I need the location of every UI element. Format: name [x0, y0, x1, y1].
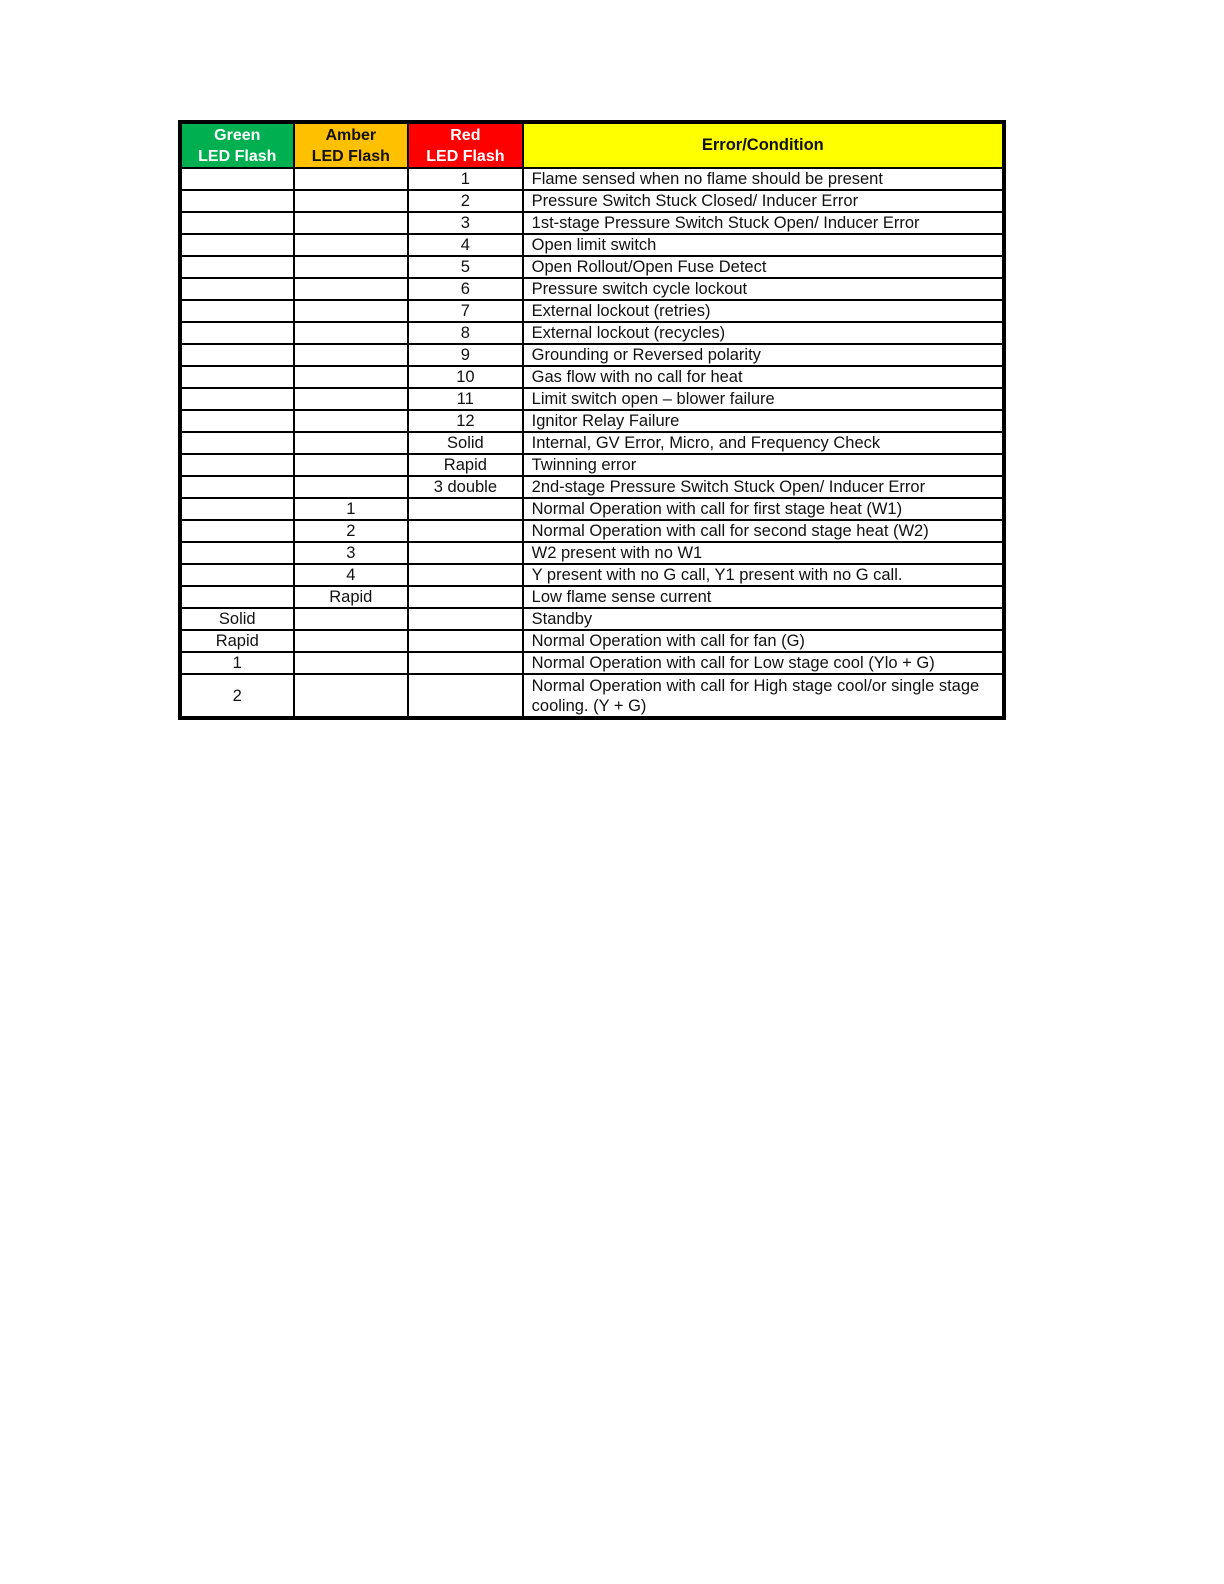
amber-flash-cell: [294, 366, 409, 388]
red-flash-cell: Solid: [408, 432, 523, 454]
condition-cell: Normal Operation with call for fan (G): [523, 630, 1004, 652]
amber-flash-cell: 2: [294, 520, 409, 542]
table-row: [180, 586, 1004, 608]
condition-cell: External lockout (recycles): [523, 322, 1004, 344]
table-row: [180, 344, 1004, 366]
condition-cell: Normal Operation with call for Low stage cool (Ylo + G): [523, 652, 1004, 674]
condition-cell: W2 present with no W1: [523, 542, 1004, 564]
table-row: [180, 542, 1004, 564]
condition-cell: Standby: [523, 608, 1004, 630]
table-row: [180, 432, 1004, 454]
condition-cell: Ignitor Relay Failure: [523, 410, 1004, 432]
green-flash-cell: Solid: [180, 608, 294, 630]
amber-flash-cell: [294, 168, 409, 190]
red-flash-cell: [408, 498, 523, 520]
green-flash-cell: [180, 322, 294, 344]
red-flash-cell: 1: [408, 168, 523, 190]
table-row: [180, 322, 1004, 344]
red-flash-cell: 8: [408, 322, 523, 344]
red-flash-cell: 2: [408, 190, 523, 212]
amber-flash-cell: Rapid: [294, 586, 409, 608]
table-row: [180, 564, 1004, 586]
red-flash-cell: [408, 674, 523, 718]
amber-flash-cell: [294, 212, 409, 234]
red-flash-cell: 6: [408, 278, 523, 300]
green-flash-cell: [180, 388, 294, 410]
amber-flash-cell: [294, 630, 409, 652]
amber-flash-cell: [294, 674, 409, 718]
amber-flash-cell: [294, 652, 409, 674]
green-flash-cell: [180, 256, 294, 278]
condition-cell: Normal Operation with call for first stage heat (W1): [523, 498, 1004, 520]
red-flash-cell: [408, 608, 523, 630]
condition-cell: 1st-stage Pressure Switch Stuck Open/ Inducer Error: [523, 212, 1004, 234]
condition-cell: Open limit switch: [523, 234, 1004, 256]
green-flash-cell: Rapid: [180, 630, 294, 652]
red-flash-cell: 10: [408, 366, 523, 388]
amber-flash-cell: [294, 256, 409, 278]
amber-flash-cell: [294, 322, 409, 344]
amber-flash-cell: [294, 608, 409, 630]
red-flash-cell: [408, 520, 523, 542]
table-row: [180, 388, 1004, 410]
red-flash-cell: 3 double: [408, 476, 523, 498]
header-green-led-flash: Green LED Flash: [180, 122, 294, 168]
table-row: [180, 498, 1004, 520]
condition-cell: Gas flow with no call for heat: [523, 366, 1004, 388]
green-flash-cell: [180, 476, 294, 498]
amber-flash-cell: [294, 234, 409, 256]
amber-flash-cell: [294, 300, 409, 322]
condition-cell: Grounding or Reversed polarity: [523, 344, 1004, 366]
green-flash-cell: [180, 168, 294, 190]
condition-cell: Flame sensed when no flame should be present: [523, 168, 1004, 190]
table-row: [180, 410, 1004, 432]
amber-flash-cell: 3: [294, 542, 409, 564]
red-flash-cell: [408, 630, 523, 652]
red-flash-cell: [408, 586, 523, 608]
green-flash-cell: 2: [180, 674, 294, 718]
table-row: [180, 652, 1004, 674]
condition-cell: Low flame sense current: [523, 586, 1004, 608]
table-row: [180, 190, 1004, 212]
condition-cell: External lockout (retries): [523, 300, 1004, 322]
amber-flash-cell: [294, 190, 409, 212]
condition-cell: Internal, GV Error, Micro, and Frequency Check: [523, 432, 1004, 454]
amber-flash-cell: [294, 278, 409, 300]
table-row: [180, 476, 1004, 498]
table-row: [180, 278, 1004, 300]
red-flash-cell: [408, 542, 523, 564]
header-red-led-flash: Red LED Flash: [408, 122, 523, 168]
table-body: [180, 168, 1004, 718]
green-flash-cell: [180, 278, 294, 300]
table-row: [180, 674, 1004, 718]
amber-flash-cell: [294, 476, 409, 498]
table-row: [180, 212, 1004, 234]
header-error-condition: Error/Condition: [523, 122, 1004, 168]
amber-flash-cell: 1: [294, 498, 409, 520]
red-flash-cell: 9: [408, 344, 523, 366]
condition-cell: Y present with no G call, Y1 present with no G call.: [523, 564, 1004, 586]
green-flash-cell: [180, 212, 294, 234]
header-amber-led-flash: Amber LED Flash: [294, 122, 409, 168]
red-flash-cell: 7: [408, 300, 523, 322]
green-flash-cell: [180, 586, 294, 608]
green-flash-cell: [180, 432, 294, 454]
green-flash-cell: [180, 454, 294, 476]
red-flash-cell: [408, 564, 523, 586]
table-row: [180, 454, 1004, 476]
green-flash-cell: [180, 366, 294, 388]
amber-flash-cell: 4: [294, 564, 409, 586]
condition-cell: Pressure Switch Stuck Closed/ Inducer Error: [523, 190, 1004, 212]
table-row: [180, 300, 1004, 322]
green-flash-cell: [180, 520, 294, 542]
green-flash-cell: 1: [180, 652, 294, 674]
red-flash-cell: 4: [408, 234, 523, 256]
amber-flash-cell: [294, 344, 409, 366]
table-row: [180, 234, 1004, 256]
condition-cell: 2nd-stage Pressure Switch Stuck Open/ Inducer Error: [523, 476, 1004, 498]
condition-cell: Twinning error: [523, 454, 1004, 476]
green-flash-cell: [180, 234, 294, 256]
condition-cell: Normal Operation with call for second stage heat (W2): [523, 520, 1004, 542]
green-flash-cell: [180, 344, 294, 366]
red-flash-cell: 11: [408, 388, 523, 410]
table-row: [180, 366, 1004, 388]
condition-cell: Open Rollout/Open Fuse Detect: [523, 256, 1004, 278]
green-flash-cell: [180, 190, 294, 212]
amber-flash-cell: [294, 388, 409, 410]
red-flash-cell: 5: [408, 256, 523, 278]
led-flash-code-table: [178, 120, 1006, 720]
red-flash-cell: [408, 652, 523, 674]
green-flash-cell: [180, 564, 294, 586]
condition-cell: Pressure switch cycle lockout: [523, 278, 1004, 300]
green-flash-cell: [180, 300, 294, 322]
amber-flash-cell: [294, 432, 409, 454]
green-flash-cell: [180, 410, 294, 432]
table-row: [180, 256, 1004, 278]
condition-cell: Normal Operation with call for High stage cool/or single stage cooling. (Y + G): [523, 674, 1004, 718]
red-flash-cell: 3: [408, 212, 523, 234]
table-row: [180, 630, 1004, 652]
amber-flash-cell: [294, 410, 409, 432]
green-flash-cell: [180, 498, 294, 520]
red-flash-cell: Rapid: [408, 454, 523, 476]
table-row: [180, 520, 1004, 542]
table-row: [180, 168, 1004, 190]
green-flash-cell: [180, 542, 294, 564]
header-row: [180, 122, 1004, 168]
condition-cell: Limit switch open – blower failure: [523, 388, 1004, 410]
table-row: [180, 608, 1004, 630]
red-flash-cell: 12: [408, 410, 523, 432]
amber-flash-cell: [294, 454, 409, 476]
